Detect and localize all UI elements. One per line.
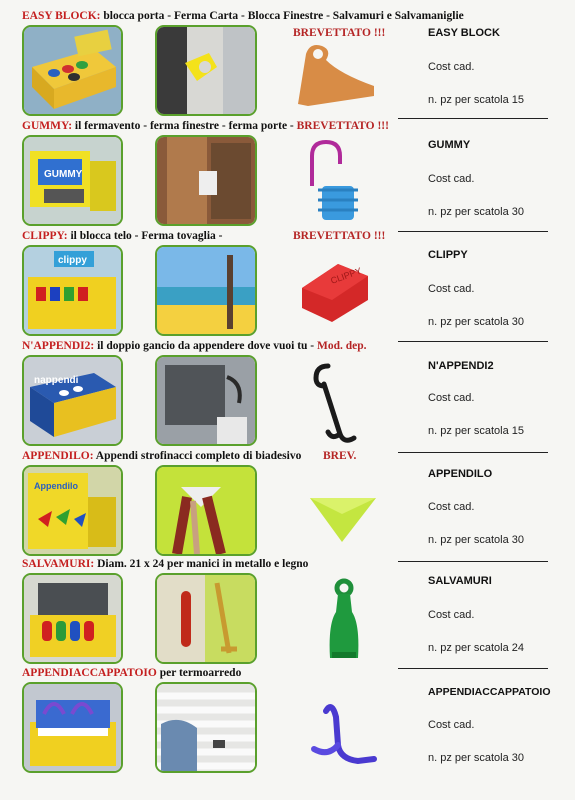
box-quantity: n. pz per scatola 15: [428, 425, 525, 437]
usage-photo: [155, 135, 257, 226]
product-headline: CLIPPY: il blocca telo - Ferma tovaglia -: [22, 230, 223, 242]
display-box-image: [22, 465, 123, 556]
product-title: APPENDILO: [428, 468, 493, 480]
display-box-image: [22, 135, 123, 226]
product-image: [288, 354, 378, 444]
cost-label: Cost cad.: [428, 173, 475, 185]
product-brand-text: CLIPPY: [329, 265, 363, 286]
display-box-image: [22, 25, 123, 116]
product-image: [288, 134, 378, 224]
product-headline: GUMMY: il fermavento - ferma finestre - ferma porte - BREVETTATO !!!: [22, 120, 389, 132]
cost-label: Cost cad.: [428, 609, 475, 621]
product-image: [288, 24, 378, 114]
package-brand-text: clippy: [58, 255, 87, 266]
patent-label: BREVETTATO !!!: [293, 230, 386, 242]
box-quantity: n. pz per scatola 15: [428, 94, 525, 106]
product-title: GUMMY: [428, 139, 471, 151]
usage-photo: [155, 355, 257, 446]
cost-label: Cost cad.: [428, 283, 475, 295]
usage-photo: [155, 25, 257, 116]
patent-label: BREVETTATO !!!: [293, 27, 386, 39]
display-box-image: [22, 682, 123, 773]
package-brand-text: Appendilo: [34, 481, 78, 491]
patent-label: BREV.: [323, 450, 357, 462]
product-title: CLIPPY: [428, 249, 468, 261]
display-box-image: [22, 573, 123, 664]
usage-photo: [155, 245, 257, 336]
product-headline: N'APPENDI2: il doppio gancio da appendere dove vuoi tu - Mod. dep.: [22, 340, 367, 352]
product-image: [288, 572, 378, 662]
divider: [398, 231, 548, 232]
box-quantity: n. pz per scatola 30: [428, 206, 525, 218]
product-title: APPENDIACCAPPATOIO: [428, 686, 551, 698]
package-brand-text: GUMMY: [44, 169, 83, 180]
cost-label: Cost cad.: [428, 719, 475, 731]
divider: [398, 561, 548, 562]
product-headline: SALVAMURI: Diam. 21 x 24 per manici in metallo e legno: [22, 558, 309, 570]
product-image: [288, 681, 378, 771]
product-image: [288, 244, 378, 334]
display-box-image: [22, 355, 123, 446]
box-quantity: n. pz per scatola 24: [428, 642, 525, 654]
divider: [398, 668, 548, 669]
display-box-image: [22, 245, 123, 336]
cost-label: Cost cad.: [428, 61, 475, 73]
product-image: [288, 464, 378, 554]
product-headline: APPENDIACCAPPATOIO per termoarredo: [22, 667, 242, 679]
divider: [398, 341, 548, 342]
box-quantity: n. pz per scatola 30: [428, 752, 525, 764]
usage-photo: [155, 465, 257, 556]
box-quantity: n. pz per scatola 30: [428, 316, 525, 328]
product-title: N'APPENDI2: [428, 360, 494, 372]
product-headline: EASY BLOCK: blocca porta - Ferma Carta - Blocca Finestre - Salvamuri e Salvamaniglie: [22, 10, 464, 22]
usage-photo: [155, 573, 257, 664]
product-title: EASY BLOCK: [428, 27, 500, 39]
product-title: SALVAMURI: [428, 575, 492, 587]
package-brand-text: nappendi: [34, 375, 79, 386]
product-headline: APPENDILO: Appendi strofinacci completo di biadesivo: [22, 450, 302, 462]
divider: [398, 118, 548, 119]
cost-label: Cost cad.: [428, 392, 475, 404]
cost-label: Cost cad.: [428, 501, 475, 513]
box-quantity: n. pz per scatola 30: [428, 534, 525, 546]
divider: [398, 452, 548, 453]
usage-photo: [155, 682, 257, 773]
